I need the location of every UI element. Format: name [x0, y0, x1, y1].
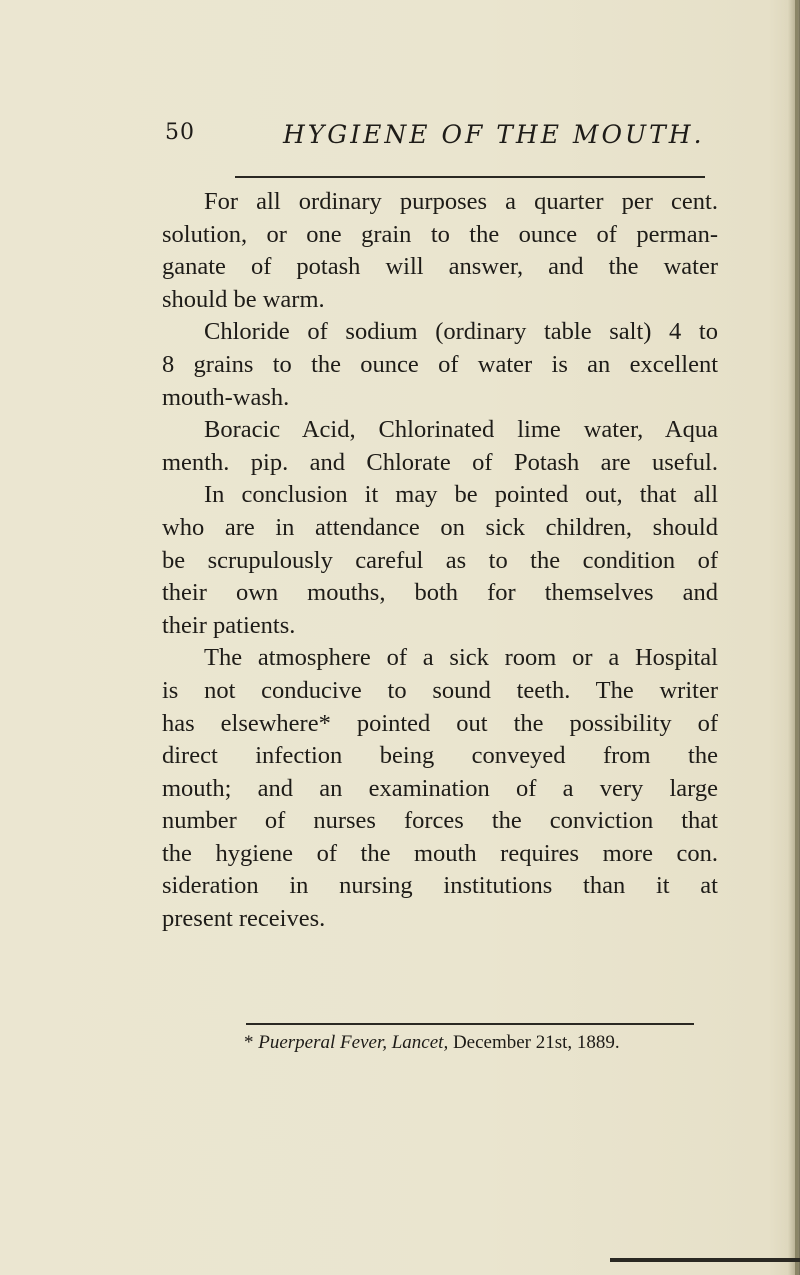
page-edge	[795, 0, 798, 1275]
text-line: their patients.	[162, 611, 296, 639]
text-line: menth. pip. and Chlorate of Potash are useful.	[162, 448, 718, 476]
text-line: is not conducive to sound teeth. The writer	[162, 676, 718, 704]
footnote-source: Lancet,	[391, 1032, 449, 1053]
text-line: mouth-wash.	[162, 383, 290, 411]
text-line: mouth; and an examination of a very large	[162, 774, 718, 802]
footnote-marker: *	[244, 1032, 254, 1053]
paragraph-1	[162, 186, 718, 316]
running-title: HYGIENE OF THE MOUTH.	[283, 120, 705, 149]
header-rule	[235, 176, 705, 178]
footnote-date: December 21st, 1889.	[452, 1032, 620, 1053]
text-line: sideration in nursing institutions than it at	[162, 872, 718, 900]
text-line: direct infection being conveyed from the	[162, 742, 718, 770]
text-line: the hygiene of the mouth requires more con.	[162, 839, 718, 867]
text-line: For all ordinary purposes a quarter per cent.	[204, 188, 718, 215]
text-line: In conclusion it may be pointed out, that all	[204, 481, 718, 509]
page-number: 50	[165, 120, 195, 145]
text-line: Boracic Acid, Chlorinated lime water, Aqua	[204, 416, 718, 444]
footnote-rule	[246, 1023, 694, 1025]
text-line: 8 grains to the ounce of water is an excellent	[162, 350, 718, 378]
paragraph-3	[162, 414, 718, 479]
body-text	[162, 186, 718, 936]
binding-edge	[610, 1258, 800, 1262]
text-line: Chloride of sodium (ordinary table salt) 4 to	[204, 318, 718, 346]
footnote-title: Puerperal Fever,	[258, 1032, 387, 1053]
running-header	[0, 120, 800, 160]
paragraph-5	[162, 642, 718, 935]
text-line: The atmosphere of a sick room or a Hospital	[204, 644, 718, 672]
text-line: has elsewhere* pointed out the possibility of	[162, 709, 718, 737]
footnote	[244, 1032, 744, 1054]
text-line: their own mouths, both for themselves and	[162, 579, 718, 607]
page-edge-shadow	[788, 0, 800, 1275]
text-line: should be warm.	[162, 285, 325, 313]
text-line: ganate of potash will answer, and the water	[162, 253, 718, 281]
text-line: present receives.	[162, 905, 326, 933]
text-line: solution, or one grain to the ounce of perman-	[162, 220, 718, 248]
paragraph-2	[162, 316, 718, 414]
paragraph-4	[162, 479, 718, 642]
text-line: who are in attendance on sick children, should	[162, 513, 718, 541]
text-line: be scrupulously careful as to the condition of	[162, 546, 718, 574]
text-line: number of nurses forces the conviction that	[162, 807, 718, 835]
